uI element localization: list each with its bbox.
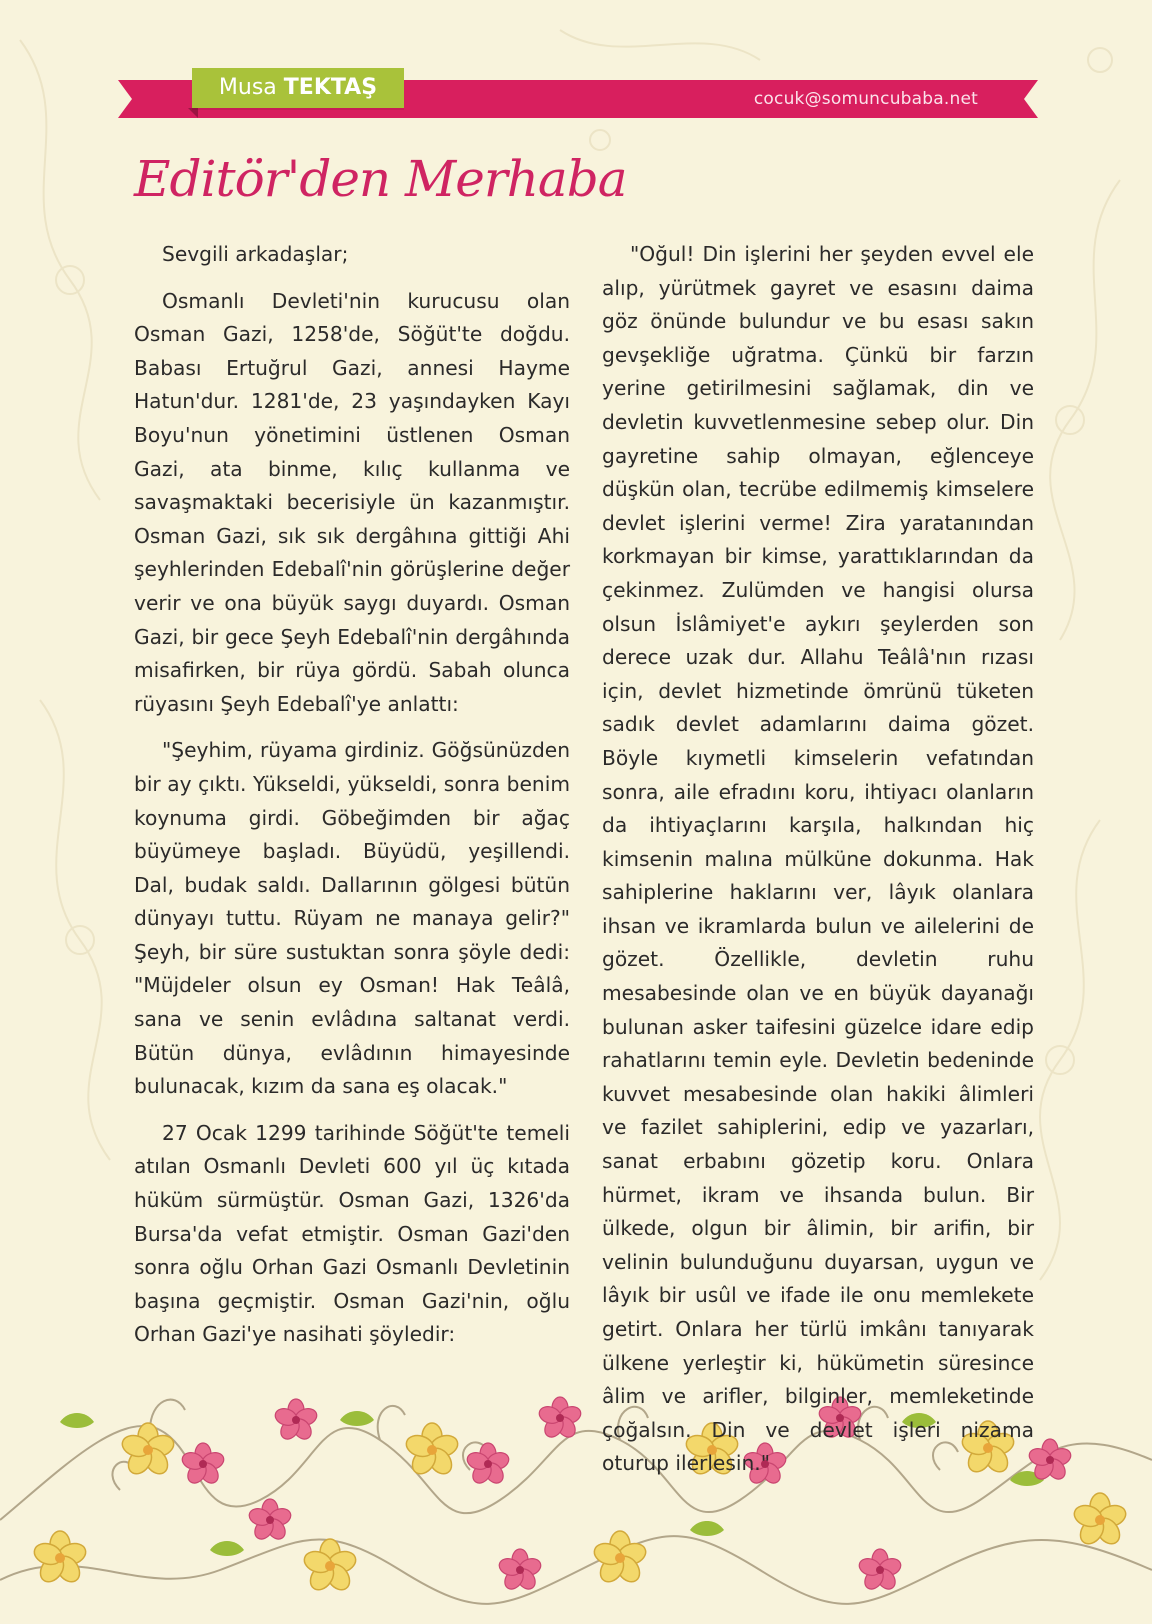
paragraph-dream: "Şeyhim, rüyama girdiniz. Göğsünüzden bir ay çıktı. Yükseldi, yükseldi, sonra benim koynuma girdi. Göbeğimden bir ağaç büyümeye başladı. Büyüdü, yeşillendi. Dal, budak saldı. Dallarının gölgesi bütün dünyayı tuttu. Rüyam ne manaya gelir?" Şeyh, bir süre sustuktan sonra şöyle dedi: "Müjdeler olsun ey Osman! Hak Teâlâ, sana ve senin evlâdına saltanat verdi. Bütün dünya, evlâdının himayesinde bulunacak, kızım da sana eş olacak."	[134, 738, 570, 1099]
page-title: Editör'den Merhaba	[134, 150, 627, 208]
left-column	[134, 238, 570, 1352]
paragraph-history: Osmanlı Devleti'nin kurucusu olan Osman Gazi, 1258'de, Söğüt'te doğdu. Babası Ertuğrul Gazi, annesi Hayme Hatun'dur. 1281'de, 23 yaşındayken Kayı Boyu'nun yönetimini üstlenen Osman Gazi, ata binme, kılıç kullanma ve savaşmaktaki becerisiyle ün kazanmıştır. Osman Gazi, sık sık dergâhına gittiği Ahi şeyhlerinden Edebalî'nin görüşlerine değer verir ve ona büyük saygı duyardı. Osman Gazi, bir gece Şeyh Edebalî'nin dergâhında misafirken, bir rüya gördü. Sabah olunca rüyasını Şeyh Edebalî'ye anlattı:	[134, 288, 570, 716]
right-column	[602, 238, 1034, 1481]
paragraph-founding: 27 Ocak 1299 tarihinde Söğüt'te temeli atılan Osmanlı Devleti 600 yıl üç kıtada hüküm sürmüştür. Osman Gazi, 1326'da Bursa'da vefat etmiştir. Osman Gazi'den sonra oğlu Orhan Gazi Osmanlı Devletinin başına geçmiştir. Osman Gazi'nin, oğlu Orhan Gazi'ye nasihati şöyledir:	[134, 1120, 570, 1347]
header-band	[118, 75, 1038, 118]
paragraph-greeting: Sevgili arkadaşlar;	[162, 242, 349, 266]
author-first-name: Musa	[218, 75, 277, 100]
author-tag	[192, 68, 404, 108]
website-link[interactable]: cocuk@somuncubaba.net	[753, 89, 978, 109]
paragraph-advice: "Oğul! Din işlerini her şeyden evvel ele alıp, yürütmek gayret ve esasını daima göz önünde bulundur ve bu esası sakın gevşekliğe uğratma. Çünkü bir farzın yerine getirilmesini sağlamak, din ve devletin kuvvetlenmesine sebep olur. Din gayretine sahip olmayan, eğlenceye düşkün olan, tecrübe edilmemiş kimselere devlet işlerini verme! Zira yaratanından korkmayan bir kimse, yarattıklarından da çekinmez. Zulümden ve hangisi olursa olsun İslâmiyet'e aykırı şeylerden son derece uzak dur. Allahu Teâlâ'nın rızası için, devlet hizmetinde ömrünü tüketen sadık devlet adamlarını daima gözet. Böyle kıymetli kimselerin vefatından sonra, aile efradını koru, ihtiyacı olanların da ihtiyaçlarını karşıla, halkından hiç kimsenin malına mülküne dokunma. Hak sahiplerine haklarını ver, lâyık olanlara ihsan ve ikramlarda bulun ve ailelerini de gözet. Özellikle, devletin ruhu mesabesinde olan ve en büyük dayanağı bulunan asker taifesini güzelce idare edip rahatlarını temin eyle. Devletin bedeninde kuvvet mesabesinde olan hakiki âlimleri ve fazilet sahiplerini, edip ve yazarları, sanat erbabını gözetip koru. Onlara hürmet, ikram ve ihsanda bulun. Bir ülkede, olgun bir âlimin, bir arifin, bir velinin bulunduğunu duyarsan, uygun ve lâyık bir usûl ve ifade ile onu memlekete getirt. Onlara her türlü imkânı tanıyarak ülkene yerleştir ki, hükümetin süresince âlim ve arifler, bilginler, memleketinde çoğalsın. Din ve devlet işleri nizama oturup ilerlesin."	[602, 242, 1034, 1476]
author-last-name: TEKTAŞ	[283, 75, 378, 100]
